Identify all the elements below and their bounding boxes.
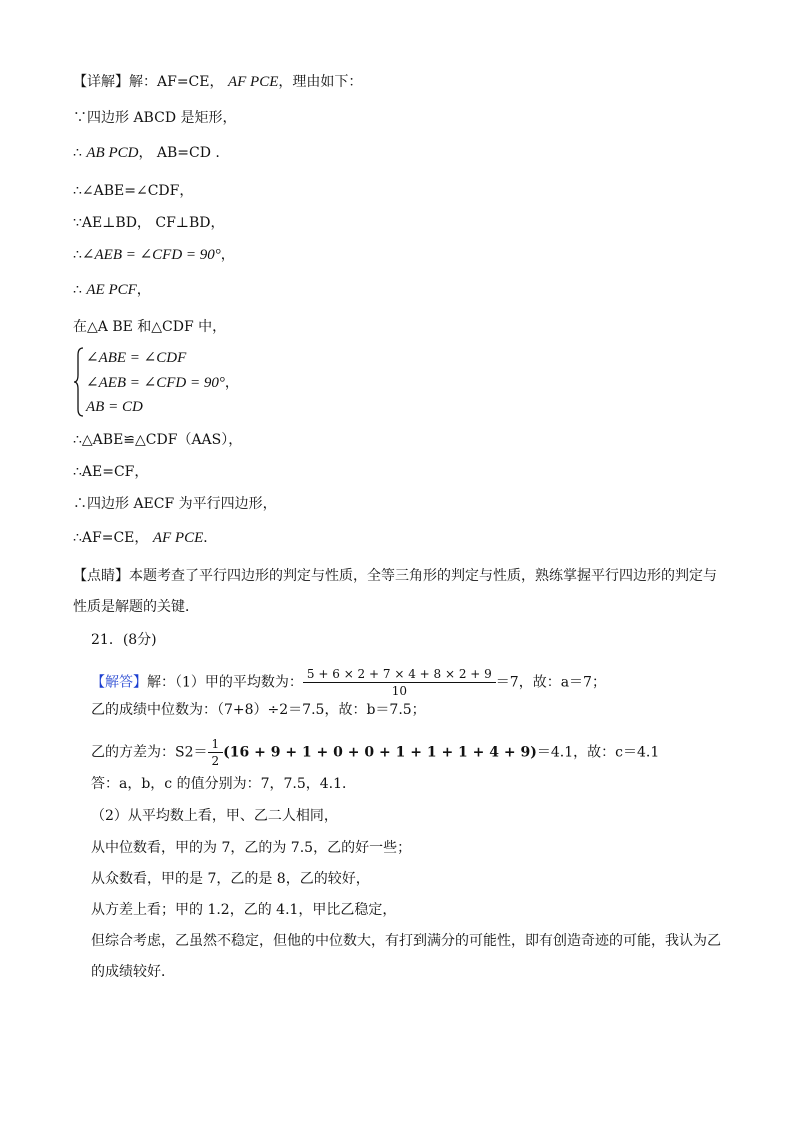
detail-tag: 【详解】 <box>73 74 129 90</box>
answer-line-3: 乙的方差为：S2＝ $\frac{1}{2}$ (16 + 9 + 1 + 0 + 0 + 1 + 1 + 1 + 4 + 9)＝4.1，故：c＝4.1 <box>91 737 660 768</box>
math-expr: ∠AEB = ∠CFD = 90° <box>81 247 221 263</box>
math-expr: AB PCD <box>86 145 139 161</box>
answer-line-4: 答：a，b，c 的值分别为：7，7.5，4.1． <box>91 776 357 792</box>
variance-expr: (16 + 9 + 1 + 0 + 0 + 1 + 1 + 1 + 4 + 9) <box>223 744 537 761</box>
math-expr: AF PCE <box>227 74 279 90</box>
solution-line-6: ∴∠AEB = ∠CFD = 90°， <box>73 247 235 263</box>
solution-line-11: ∴四边形 AECF 为平行四边形， <box>73 496 277 512</box>
system-eq-2: ∠AEB = ∠CFD = 90°， <box>86 375 239 391</box>
answer-line-1: 【解答】解：（1）甲的平均数为： $\frac{5 + 6 \times 2 + 7 \times 4 + 8 \times 2 + 9}{10}$ ＝7，故：a＝7； <box>91 667 606 698</box>
answer-line-10: 的成绩较好． <box>91 964 175 980</box>
answer-line-7: 从众数看，甲的是 7，乙的是 8，乙的较好， <box>91 871 370 887</box>
answer-line-2: 乙的成绩中位数为：（7+8）÷2＝7.5，故：b＝7.5； <box>91 702 426 718</box>
system-eq-3: AB = CD <box>86 399 143 415</box>
comment-line-2: 性质是解题的关键． <box>73 599 199 615</box>
half-fraction: $\frac{1}{2}$ <box>208 736 224 769</box>
solution-line-8: 在△A BE 和△CDF 中， <box>73 319 227 335</box>
answer-tag: 【解答】 <box>91 674 147 691</box>
comment-line-1: 【点睛】本题考查了平行四边形的判定与性质，全等三角形的判定与性质，熟练掌握平行四边形的判定与 <box>73 568 717 584</box>
mean-fraction: $\frac{5 + 6 \times 2 + 7 \times 4 + 8 \times 2 + 9}{10}$ <box>303 666 496 699</box>
math-expr: AE PCF <box>86 282 137 298</box>
question-heading: 21．(8分) <box>91 632 157 648</box>
math-expr: AF PCE <box>152 530 204 546</box>
solution-line-1: 【详解】解：AF=CE， AF PCE，理由如下： <box>73 74 363 90</box>
solution-line-7: ∴ AE PCF， <box>73 282 151 298</box>
answer-line-9: 但综合考虑，乙虽然不稳定，但他的中位数大，有打到满分的可能性，即有创造奇迹的可能，我认为乙 <box>91 933 721 949</box>
system-eq-1: ∠ABE = ∠CDF <box>86 350 187 366</box>
solution-line-4: ∴∠ABE=∠CDF， <box>73 183 194 199</box>
comment-tag: 【点睛】 <box>73 568 129 584</box>
solution-line-3: ∴ AB PCD， AB=CD . <box>73 145 220 161</box>
answer-line-6: 从中位数看，甲的为 7，乙的为 7.5，乙的好一些； <box>91 840 412 856</box>
solution-line-9: ∴△ABE≌△CDF（AAS）， <box>73 432 243 448</box>
left-brace-icon <box>73 347 85 417</box>
solution-line-2: ∵四边形 ABCD 是矩形， <box>73 110 237 126</box>
solution-line-10: ∴AE=CF， <box>73 464 149 480</box>
solution-line-5: ∵AE⊥BD， CF⊥BD， <box>73 215 225 231</box>
answer-line-8: 从方差上看；甲的 1.2，乙的 4.1，甲比乙稳定， <box>91 902 397 918</box>
answer-line-5: （2）从平均数上看，甲、乙二人相同， <box>91 808 338 824</box>
solution-line-12: ∴AF=CE， AF PCE． <box>73 530 218 546</box>
